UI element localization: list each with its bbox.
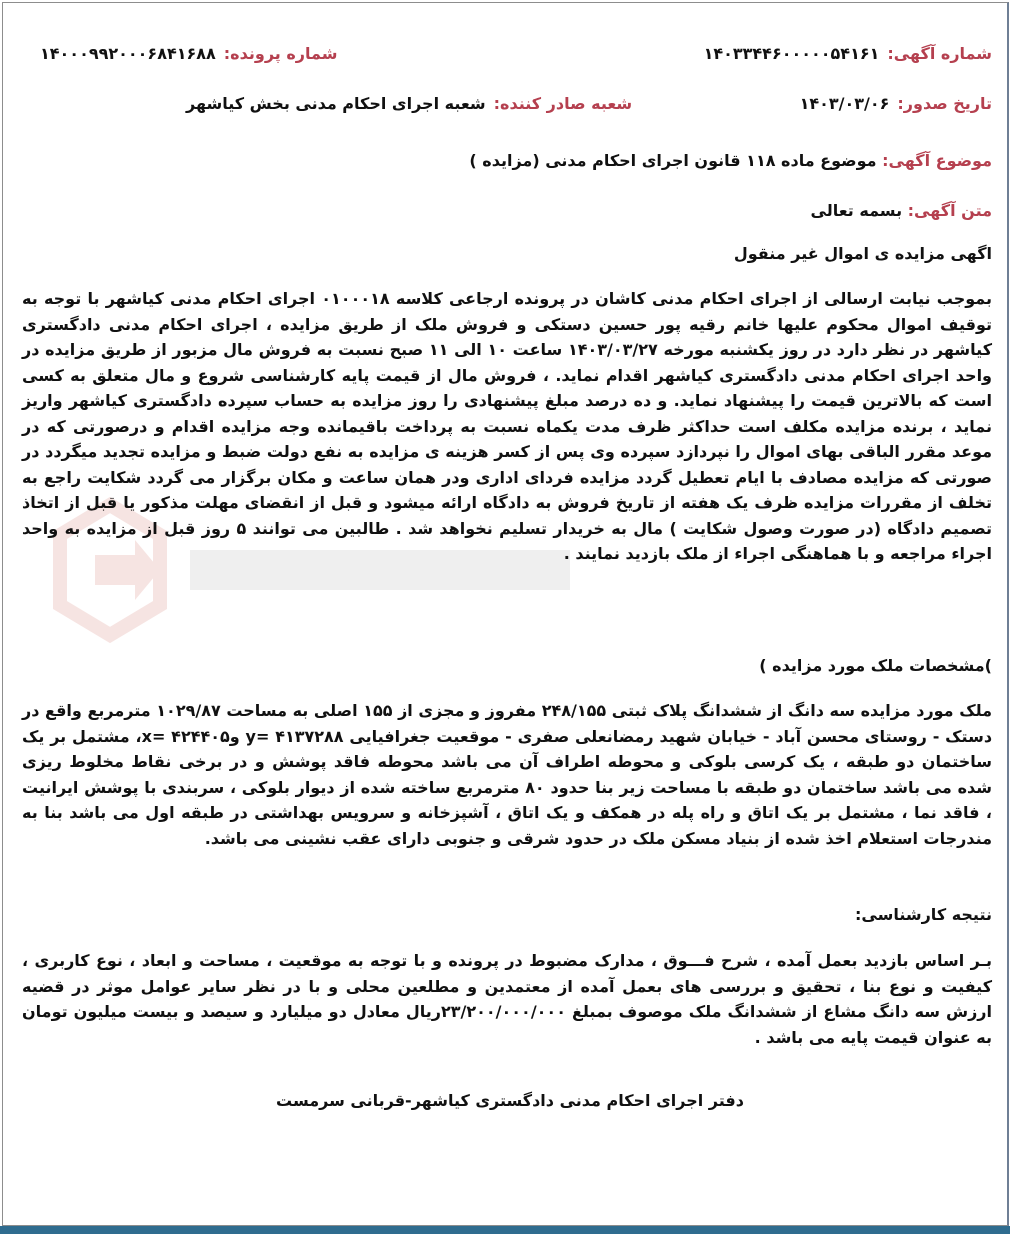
subject-line [469, 151, 992, 170]
ad-number-label: شماره آگهی: [887, 44, 992, 63]
bottom-bar [0, 1226, 1010, 1234]
file-number-label: شماره پرونده: [223, 44, 338, 63]
issue-date: ۱۴۰۳/۰۳/۰۶ [799, 94, 890, 113]
paragraph-auction-terms: بموجب نیابت ارسالی از اجرای احکام مدنی کاشان در پرونده ارجاعی کلاسه ۰۱۰۰۰۱۸ اجرای احکام مدنی کیاشهر با توجه به توقیف اموال محکوم علیها خانم رقیه پور حسین دستکی و فروش ملک از طریق مزایده ، اجرای احکام مدنی دادگستری کیاشهر در نظر دارد در روز یکشنبه مورخه ۱۴۰۳/۰۳/۲۷ ساعت ۱۰ الی ۱۱ صبح نسبت به فروش مال مزبور از طریق مزایده در واحد اجرای احکام مدنی دادگستری کیاشهر اقدام نماید. ، فروش مال از قیمت پایه کارشناسی شروع و مال متعلق به کسی است که بالاترین قیمت را پیشنهاد نماید. و ده درصد مبلغ پیشنهادی را روز مزایده به حساب سپرده دادگستری کیاشهر واریز نماید ، برنده مزایده مکلف است حداکثر ظرف مدت یکماه نسبت به پرداخت باقیمانده وجه مزایده اقدام و درصورتی که در موعد مقرر الباقی بهای اموال را نپردازد سپرده وی پس از کسر هزینه ی مزایده به نفع دولت ضبط و مزایده تجدید میگردد در صورتی که مزایده مصادف با ایام تعطیل گردد مزایده فردای اداری ودر همان ساعت و مکان برگزار می گردد شکایت راجع به تخلف از مقررات مزایده ظرف یک هفته از تاریخ فروش به دادگاه ارائه میشود و قبل از انقضای مهلت مذکور یا قبل از اتخاذ تصمیم دادگاه (در صورت وصول شکایت ) مال به خریدار تسلیم نخواهد شد . طالبین می توانند ۵ روز قبل از مزایده به واحد اجراء مراجعه و با هماهنگی اجراء از ملک بازدید نمایند . [22, 289, 992, 563]
paragraph-property-details: ملک مورد مزایده سه دانگ از ششدانگ پلاک ثبتی ۲۴۸/۱۵۵ مفروز و مجزی از ۱۵۵ اصلی به مساحت ۱۰۲۹/۸۷ مترمربع واقع در دستک - روستای محسن آباد - خیابان شهید رمضانعلی صفری - موقعیت جغرافیایی ۴۱۳۷۲۸۸ =y و۴۲۴۴۰۵ =x، مشتمل بر یک ساختمان دو طبقه ، یک کرسی بلوکی و محوطه اطراف آن می باشد محوطه فاقد پوشش و در برخی نقاط مخلوط ریزی شده می باشد ساختمان دو طبقه با مساحت زیر بنا حدود ۸۰ مترمربع ساخته شده از دیوار بلوکی ، سربندی با پوشش ایرانیت ، فاقد نما ، مشتمل بر یک اتاق و راه پله در همکف و یک اتاق ، آشپزخانه و سرویس بهداشتی در طبقه اول می باشد بنا به مندرجات استعلام اخذ شده از بنیاد مسکن ملک در حدود شرقی و جنوبی دارای عقب نشینی می باشد. [22, 701, 993, 848]
expert-heading: نتیجه کارشناسی: [855, 905, 992, 924]
ad-number: ۱۴۰۳۳۴۴۶۰۰۰۰۰۵۴۱۶۱ [703, 44, 880, 63]
subject-label: موضوع آگهی: [882, 151, 992, 170]
property-heading: )مشخصات ملک مورد مزایده ) [759, 656, 992, 675]
file-number: ۱۴۰۰۰۹۹۲۰۰۰۶۸۴۱۶۸۸ [40, 44, 216, 63]
text-intro: بسمه تعالی [810, 201, 903, 220]
issuer-label: شعبه صادر کننده: [493, 94, 633, 113]
signature: دفتر اجرای احکام مدنی دادگستری کیاشهر-قربانی سرمست [276, 1091, 744, 1110]
header-row-1 [30, 44, 992, 63]
subject: موضوع ماده ۱۱۸ قانون اجرای احکام مدنی (مزایده ) [469, 151, 877, 170]
paragraph-expert-result: بـر اساس بازدید بعمل آمده ، شرح فـــوق ، مدارک مضبوط در پرونده و با توجه به موقعیت ، مساحت و ابعاد ، نوع کاربری ، کیفیت و نوع بنا ، تحقیق و بررسی های بعمل آمده از معتمدین و مطلعین محلی و با در نظر سایر عوامل موثر در قضیه ارزش سه دانگ مشاع از ششدانگ ملک موصوف بمبلغ ۲۳/۲۰۰/۰۰۰/۰۰۰ریال معادل دو میلیارد و سیصد و بیست میلیون تومان به عنوان قیمت پایه می باشد . [22, 951, 993, 1047]
text-label: متن آگهی: [907, 201, 992, 220]
notice-title: اگهی مزایده ی اموال غیر منقول [733, 244, 992, 263]
header-row-2 [30, 94, 992, 113]
issue-date-label: تاریخ صدور: [897, 94, 992, 113]
text-intro-line [811, 201, 992, 220]
issuer: شعبه اجرای احکام مدنی بخش کیاشهر [186, 94, 486, 113]
